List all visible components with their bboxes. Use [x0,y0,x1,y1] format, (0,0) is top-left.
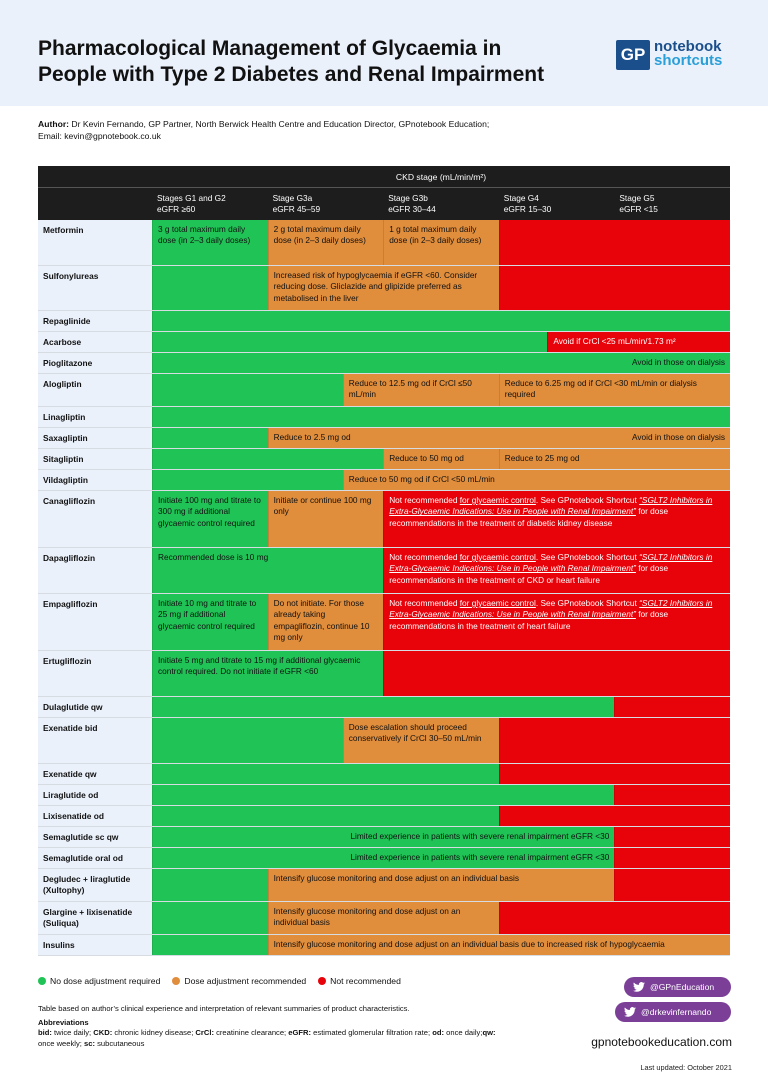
abbreviation-value: once daily; [444,1028,483,1037]
table-row [38,902,730,935]
stage-header-3 [383,188,499,220]
table-row [38,718,730,764]
cell-text: Avoid in those on dialysis [631,357,725,367]
dose-cell [499,764,730,784]
dose-cell [152,428,268,448]
abbreviation-value: twice daily; [51,1028,94,1037]
dose-cell [383,220,499,265]
dose-cell [383,651,730,696]
glycaemic-control-link[interactable]: for glycaemic control [459,495,536,505]
cell-text: Do not initiate. For those already taking empagliflozin, continue 10 mg only [273,598,370,643]
table-row [38,311,730,332]
dose-cell [152,869,268,901]
cell-text: for dose recommendations in the treatment of heart failure [389,609,669,631]
stage-name: Stage G3b [388,193,428,203]
stage-name: Stages G1 and G2 [157,193,226,203]
stage-header-row [38,188,730,220]
dose-cell [152,266,268,310]
table-row [38,594,730,651]
abbreviation-value: chronic kidney disease; [112,1028,196,1037]
table-row [38,548,730,594]
table-row [38,869,730,902]
cell-text: Initiate 10 mg and titrate to 25 mg if additional glycaemic control required [158,598,257,631]
dose-cell [152,651,383,696]
red-dot-icon [318,977,326,985]
cell-text: Reduce to 12.5 mg od if CrCl ≤50 mL/min [348,378,472,400]
dose-cell [268,594,384,650]
abbreviation-value: estimated glomerular filtration rate; [311,1028,433,1037]
stage-header-4 [499,188,615,220]
dose-cell [152,374,343,406]
dose-cell [614,697,730,717]
dose-cell [152,785,614,805]
cell-text: Not recommended [389,552,460,562]
dose-cell [152,848,614,868]
stage-name: Stage G5 [619,193,655,203]
dose-cell [499,220,730,265]
dose-cell [152,935,268,955]
abbreviation-key: eGFR: [288,1028,312,1037]
stage-egfr: eGFR <15 [619,204,658,214]
drug-name: Acarbose [38,332,152,352]
drug-name: Semaglutide oral od [38,848,152,868]
drug-name: Glargine + lixisenatide (Suliqua) [38,902,152,934]
twitter-icon [633,982,645,992]
stage-header-blank [38,188,152,220]
author-block [38,118,738,142]
dose-cell [268,428,730,448]
cell-text: Intensify glucose monitoring and dose adjust on an individual basis [273,906,461,928]
glycaemia-table [38,166,730,956]
logo-line-1: notebook [654,38,722,55]
cell-text: 2 g total maximum daily dose (in 2–3 daily doses) [273,224,366,246]
table-row [38,935,730,956]
last-updated: Last updated: October 2021 [640,1063,732,1072]
glycaemic-control-link[interactable]: for glycaemic control [459,598,536,608]
drug-name: Lixisenatide od [38,806,152,826]
social-twitter-gpneducation[interactable] [624,977,731,997]
cell-text: . See GPnotebook Shortcut [535,495,640,505]
stage-egfr: eGFR 30–44 [388,204,436,214]
dose-cell [343,470,730,490]
dose-cell [268,902,499,934]
table-row [38,220,730,266]
table-row [38,332,730,353]
green-dot-icon [38,977,46,985]
drug-name: Ertugliflozin [38,651,152,696]
legend [38,976,413,986]
ckd-stage-heading: CKD stage (mL/min/m²) [38,166,730,188]
abbreviation-key: CrCl: [195,1028,214,1037]
table-row [38,697,730,718]
table-row [38,374,730,407]
cell-text: Not recommended [389,598,460,608]
dose-cell [152,407,730,427]
cell-text: for dose recommendations in the treatment of CKD or heart failure [389,563,669,585]
drug-name: Exenatide qw [38,764,152,784]
drug-name: Repaglinide [38,311,152,331]
abbreviation-value: creatinine clearance; [213,1028,289,1037]
abbreviation-key: bid: [38,1028,52,1037]
drug-name: Vildagliptin [38,470,152,490]
drug-name: Dapagliflozin [38,548,152,593]
cell-text: Reduce to 25 mg od [504,453,580,463]
stage-name: Stage G3a [272,193,313,203]
table-row [38,806,730,827]
cell-text: Increased risk of hypoglycaemia if eGFR <60. Consider reducing dose. Gliclazide and glipizide preferred as metabolised in the liver [273,270,478,303]
dose-cell [343,718,499,763]
logo-text [654,40,722,68]
dose-cell [499,718,730,763]
dose-cell [268,935,730,955]
page-title [38,36,598,88]
social-label: @GPnEducation [650,982,715,992]
dose-cell [614,827,730,847]
stage-egfr: eGFR ≥60 [157,204,196,214]
cell-text: for dose recommendations in the treatment of diabetic kidney disease [389,506,669,528]
cell-text: Limited experience in patients with severe renal impairment eGFR <30 [350,831,610,841]
twitter-icon [624,1007,636,1017]
dose-cell [152,353,730,373]
drug-name: Empagliflozin [38,594,152,650]
table-row [38,407,730,428]
dose-cell [499,449,730,469]
dose-cell [499,806,730,826]
drug-name: Liraglutide od [38,785,152,805]
abbreviations-title: Abbreviations [38,1017,89,1027]
dose-cell [152,449,383,469]
table-row [38,491,730,548]
abbreviation-key: od: [432,1028,445,1037]
dose-cell [152,764,499,784]
cell-text: Intensify glucose monitoring and dose adjust on an individual basis due to increased risk of hypoglycaemia [273,939,665,949]
social-label: @drkevinfernando [641,1007,712,1017]
glycaemic-control-link[interactable]: for glycaemic control [459,552,536,562]
cell-text: Dose escalation should proceed conservatively if CrCl 30–50 mL/min [348,722,482,744]
cell-text: Intensify glucose monitoring and dose adjust on an individual basis [273,873,519,883]
abbreviation-value: once weekly; [38,1038,85,1048]
drug-name: Linagliptin [38,407,152,427]
drug-name: Degludec + liraglutide (Xultophy) [38,869,152,901]
author-email[interactable]: Email: kevin@gpnotebook.co.uk [38,131,161,141]
dose-cell [499,374,730,406]
cell-text: Initiate or continue 100 mg only [273,495,372,517]
cell-text: Limited experience in patients with severe renal impairment eGFR <30 [350,852,610,862]
dose-cell [343,374,499,406]
dose-cell [152,594,268,650]
legend-label-orange: Dose adjustment recommended [184,976,307,986]
dose-cell [614,848,730,868]
cell-text: Avoid if CrCl <25 mL/min/1.73 m² [553,336,676,346]
dose-cell [152,220,268,265]
abbreviation-key: CKD: [93,1028,113,1037]
table-row [38,449,730,470]
cell-text-right: Avoid in those on dialysis [631,432,725,442]
dose-cell [268,220,384,265]
table-body [38,220,730,956]
abbreviation-key: sc: [84,1038,95,1048]
cell-text: Reduce to 50 mg od if CrCl <50 mL/min [348,474,495,484]
drug-name: Canagliflozin [38,491,152,547]
orange-dot-icon [172,977,180,985]
dose-cell [268,491,384,547]
cell-text: Recommended dose is 10 mg [158,552,269,562]
stage-egfr: eGFR 45–59 [272,204,321,214]
cell-text: . See GPnotebook Shortcut [535,552,640,562]
stage-egfr: eGFR 15–30 [503,204,552,214]
abbreviations-list [38,1028,508,1049]
legend-label-green: No dose adjustment required [50,976,161,986]
stage-header-5 [614,188,730,220]
dose-cell [383,491,730,547]
title-line-1: Pharmacological Management of Glycaemia in [38,37,502,60]
table-row [38,353,730,374]
table-row [38,827,730,848]
dose-cell [152,806,499,826]
stage-name: Stage G4 [503,193,539,203]
dose-cell [383,594,730,650]
drug-name: Alogliptin [38,374,152,406]
stage-header-1 [152,188,268,220]
dose-cell [499,266,730,310]
cell-text: Initiate 100 mg and titrate to 300 mg if additional glycaemic control required [158,495,261,528]
dose-cell [152,697,614,717]
table-row [38,785,730,806]
dose-cell [152,332,547,352]
cell-text: Reduce to 50 mg od [389,453,464,463]
cell-text: . See GPnotebook Shortcut [535,598,640,608]
dose-cell [614,869,730,901]
legend-label-red: Not recommended [330,976,401,986]
table-row [38,848,730,869]
cell-text: Not recommended [389,495,460,505]
table-row [38,764,730,785]
dose-cell [152,902,268,934]
dose-cell [383,449,499,469]
drug-name: Pioglitazone [38,353,152,373]
social-twitter-drkevinfernando[interactable] [615,1002,731,1022]
drug-name: Exenatide bid [38,718,152,763]
legend-item-orange [172,976,306,986]
dose-cell [152,491,268,547]
stage-header-2 [268,188,384,220]
cell-text: 1 g total maximum daily dose (in 2–3 daily doses) [389,224,482,246]
dose-cell [268,266,499,310]
logo-line-2: shortcuts [654,52,723,69]
sglt2-shortcut-link[interactable]: “SGLT2 Inhibitors in Extra-Glycaemic Indications: Use in People with Renal Impairment” [389,495,713,517]
gpnotebook-logo[interactable] [616,40,722,74]
website-link[interactable]: gpnotebookeducation.com [591,1035,732,1049]
abbreviation-key: qw: [482,1028,496,1037]
drug-name: Insulins [38,935,152,955]
author-text: Dr Kevin Fernando, GP Partner, North Berwick Health Centre and Education Director, GPnotebook Education; [69,119,490,129]
drug-name: Dulaglutide qw [38,697,152,717]
dose-cell [383,548,730,593]
legend-item-green [38,976,160,986]
table-row [38,428,730,449]
dose-cell [152,311,730,331]
cell-text: 3 g total maximum daily dose (in 2–3 daily doses) [158,224,251,246]
drug-name: Sitagliptin [38,449,152,469]
table-header [38,166,730,220]
logo-box: GP [616,40,650,70]
dose-cell [499,902,730,934]
dose-cell [268,869,615,901]
dose-cell [152,718,343,763]
sglt2-shortcut-link[interactable]: “SGLT2 Inhibitors in Extra-Glycaemic Indications: Use in People with Renal Impairment” [389,598,713,620]
author-label: Author: [38,119,70,129]
drug-name: Sulfonylureas [38,266,152,310]
table-row [38,266,730,311]
footnote [38,1004,558,1049]
dose-cell [152,548,383,593]
sglt2-shortcut-link[interactable]: “SGLT2 Inhibitors in Extra-Glycaemic Indications: Use in People with Renal Impairment” [389,552,713,574]
cell-text: Initiate 5 mg and titrate to 15 mg if additional glycaemic control required. Do not initiate if eGFR <60 [158,655,361,677]
dose-cell [152,470,343,490]
title-line-2: People with Type 2 Diabetes and Renal Impairment [38,63,545,86]
table-row [38,470,730,491]
cell-text: Reduce to 6.25 mg od if CrCl <30 mL/min or dialysis required [504,378,697,400]
cell-text: Reduce to 2.5 mg od [273,432,351,442]
abbreviation-value: subcutaneous [95,1038,145,1048]
dose-cell [614,785,730,805]
footnote-text: Table based on author’s clinical experience and interpretation of relevant summaries of product characteristics. [38,1004,410,1013]
drug-name: Saxagliptin [38,428,152,448]
dose-cell [152,827,614,847]
dose-cell [547,332,730,352]
drug-name: Semaglutide sc qw [38,827,152,847]
drug-name: Metformin [38,220,152,265]
page-header [0,0,768,106]
table-row [38,651,730,697]
legend-item-red [318,976,401,986]
